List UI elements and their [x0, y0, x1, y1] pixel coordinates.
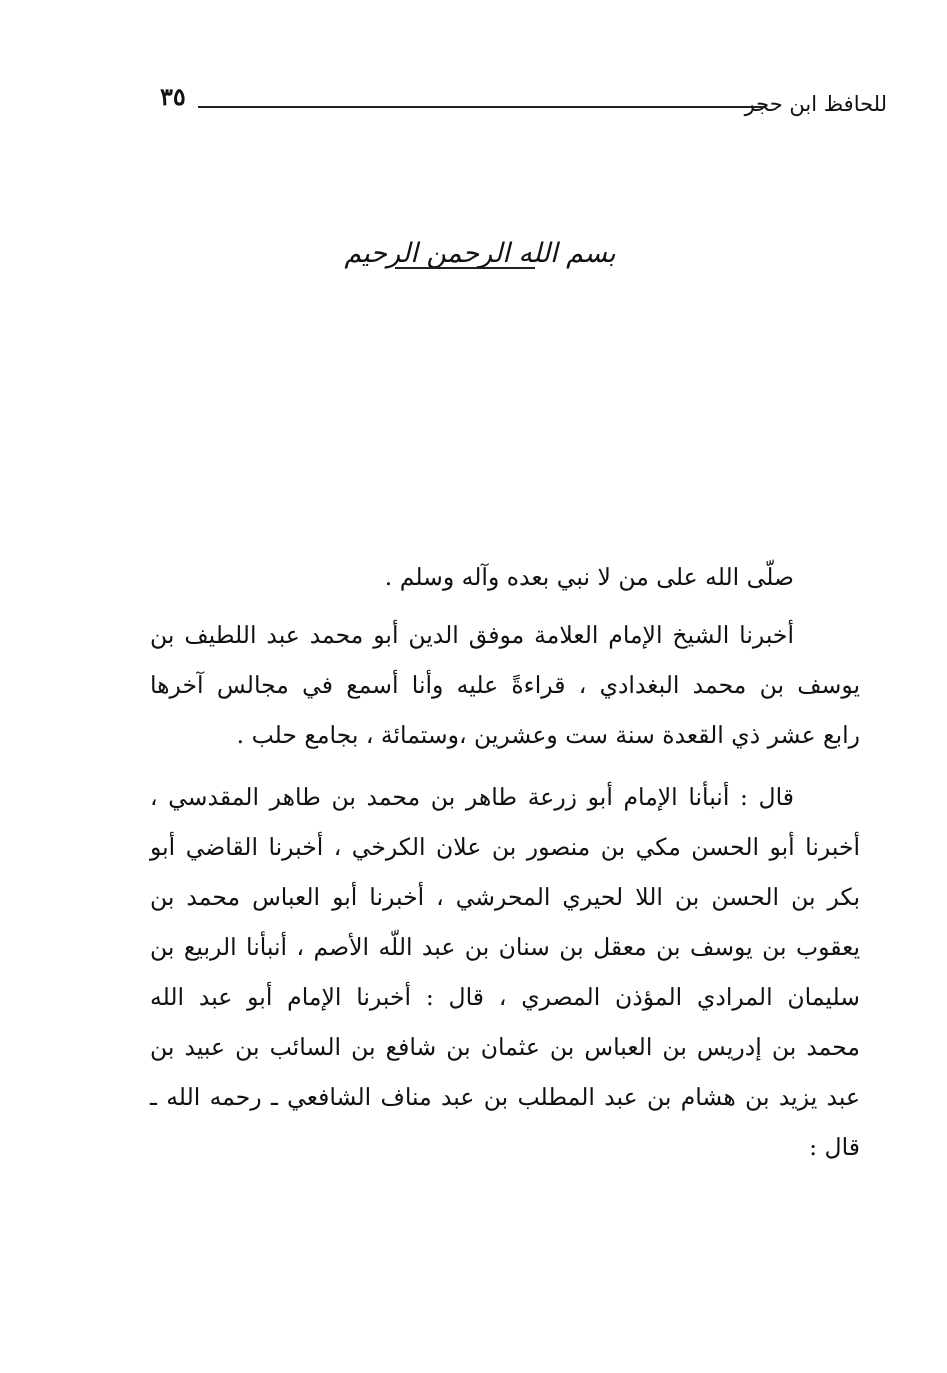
page-number: ٣٥: [160, 82, 186, 111]
text-line: بكر بن الحسن بن اللا لحيري المحرشي ، أخبرنا أبو العباس محمد بن: [150, 883, 860, 911]
text-line: عبد يزيد بن هشام بن عبد المطلب بن عبد مناف الشافعي ـ رحمه الله ـ: [150, 1083, 860, 1111]
text-line: أخبرنا أبو الحسن مكي بن منصور بن علان الكرخي ، أخبرنا القاضي أبو: [150, 833, 860, 861]
text-line: رابع عشر ذي القعدة سنة ست وعشرين ،وستمائة ، بجامع حلب .: [236, 721, 860, 749]
text-line: قال :: [809, 1133, 860, 1161]
basmala-flourish: [395, 267, 535, 269]
main-text: [150, 552, 860, 1172]
text-line: يوسف بن محمد البغدادي ، قراءةً عليه وأنا أسمع في مجالس آخرها: [150, 671, 860, 699]
text-line: أخبرنا الشيخ الإمام العلامة موفق الدين أبو محمد عبد اللطيف بن: [150, 621, 794, 649]
text-line: قال : أنبأنا الإمام أبو زرعة طاهر بن محمد بن طاهر المقدسي ،: [150, 783, 794, 811]
header-rule: [198, 106, 764, 108]
text-line: سليمان المرادي المؤذن المصري ، قال : أخبرنا الإمام أبو عبد الله: [150, 983, 860, 1011]
basmala: بسم الله الرحمن الرحيم: [344, 238, 616, 269]
running-title: للحافظ ابن حجر: [744, 92, 887, 116]
text-line: صلّى الله على من لا نبي بعده وآله وسلم .: [384, 563, 794, 591]
text-line: محمد بن إدريس بن العباس بن عثمان بن شافع بن السائب بن عبيد بن: [150, 1033, 860, 1061]
text-line: يعقوب بن يوسف بن معقل بن سنان بن عبد اللّه الأصم ، أنبأنا الربيع بن: [150, 933, 860, 961]
